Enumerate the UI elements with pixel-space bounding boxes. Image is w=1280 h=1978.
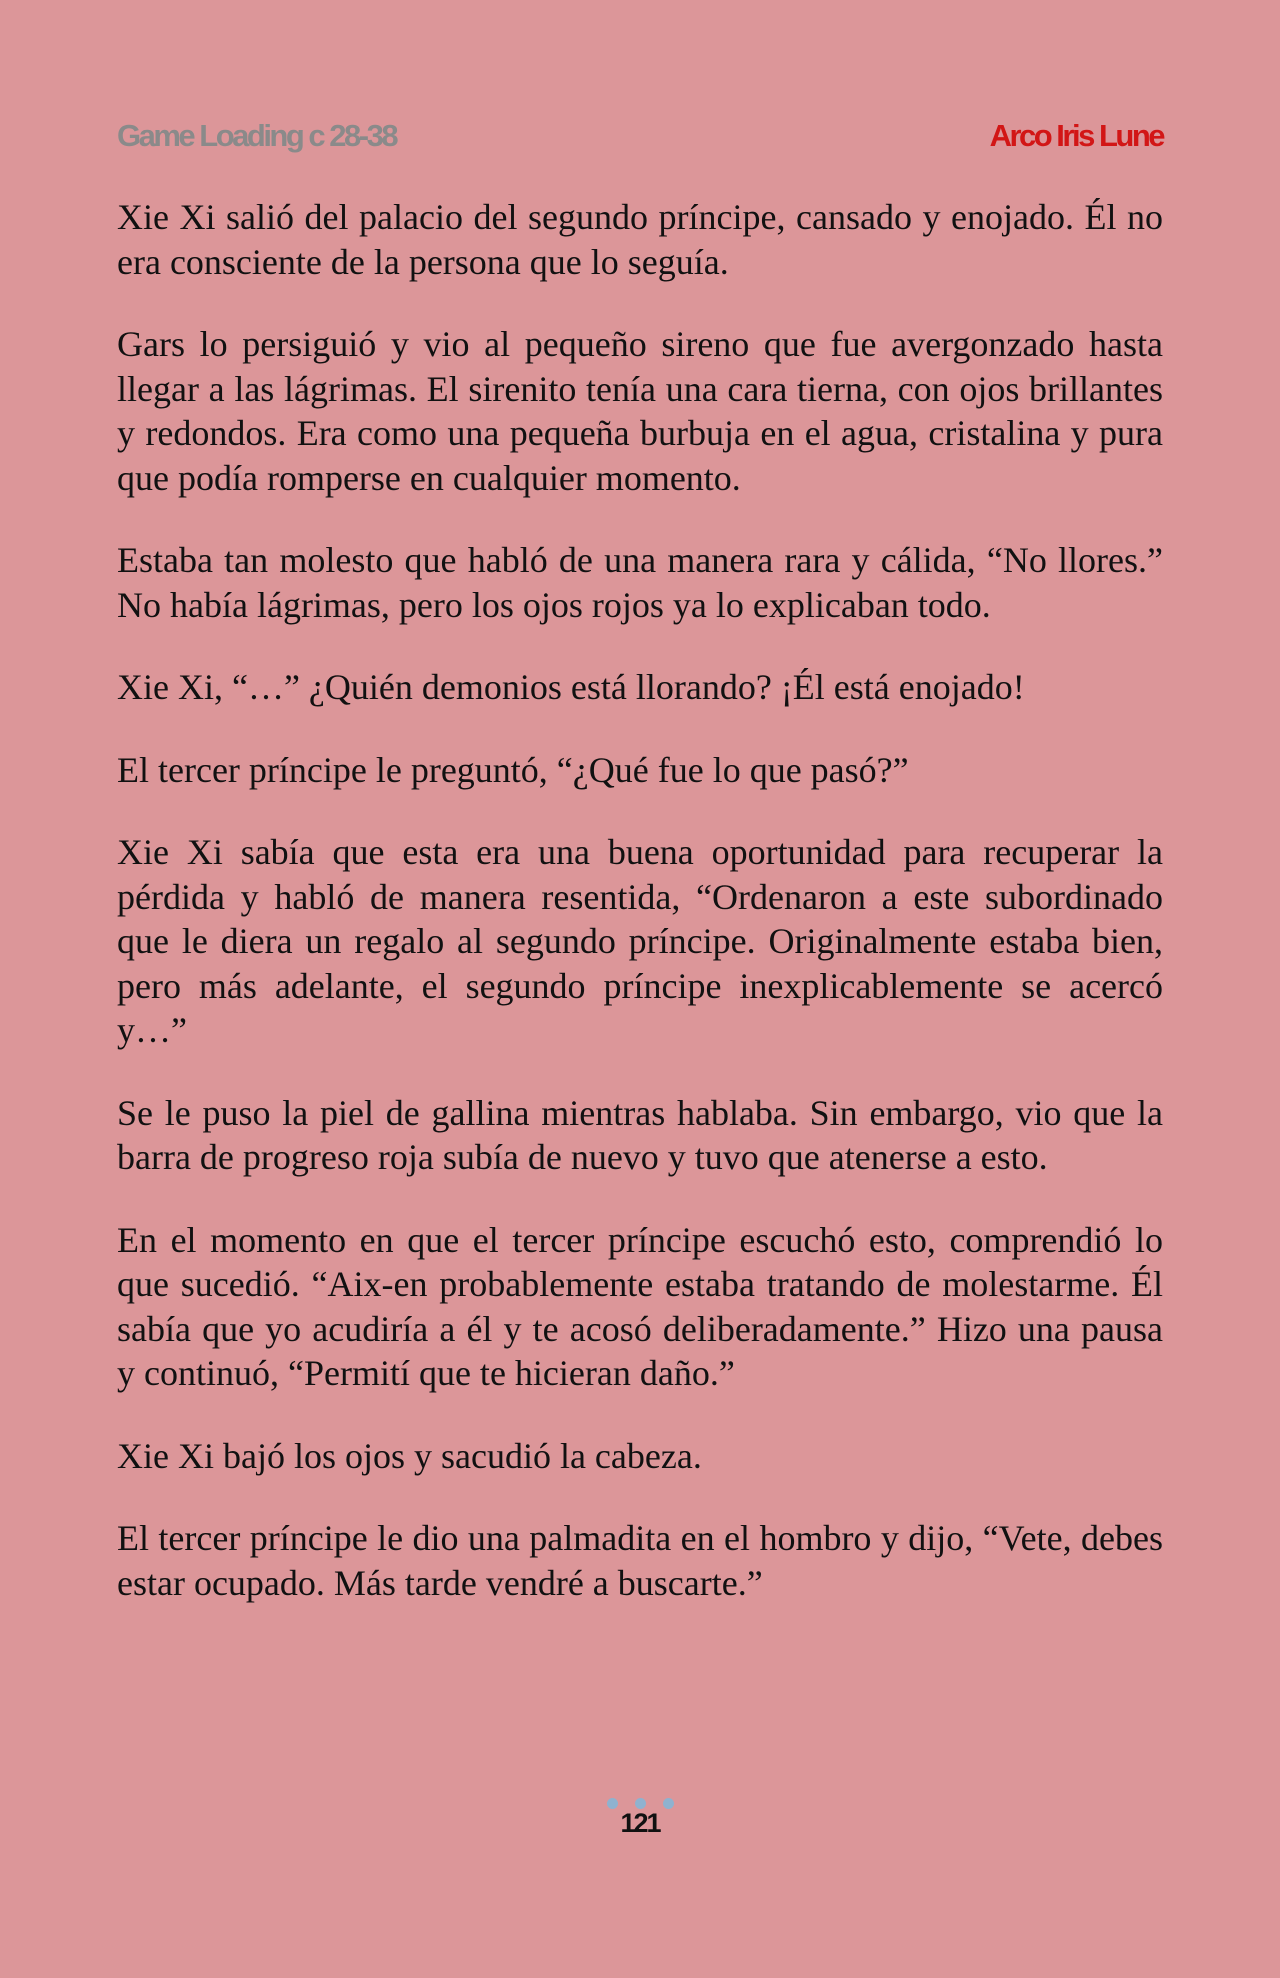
page-footer — [0, 1798, 1280, 1839]
paragraph: Xie Xi bajó los ojos y sacudió la cabeza. — [117, 1435, 702, 1476]
running-title: Game Loading c 28-38 — [117, 118, 397, 153]
author-name: Arco Iris Lune — [989, 118, 1163, 153]
dot-ornament-icon — [607, 1798, 618, 1809]
paragraph: Xie Xi, “…” ¿Quién demonios está llorando? ¡Él está enojado! — [117, 667, 1025, 707]
paragraph: El tercer príncipe le preguntó, “¿Qué fue lo que pasó?” — [117, 749, 909, 790]
paragraph: Estaba tan molesto que habló de una manera rara y cálida, “No llores.” No había lágrimas, pero los ojos rojos ya lo explicaban todo. — [117, 540, 1163, 625]
page-header — [117, 118, 1163, 164]
paragraph: El tercer príncipe le dio una palmadita en el hombro y dijo, “Vete, debes estar ocupado. Más tarde vendré a buscarte.” — [117, 1518, 1163, 1603]
paragraph: Xie Xi salió del palacio del segundo príncipe, cansado y enojado. Él no era consciente de la persona que lo seguía. — [117, 197, 1163, 282]
dot-ornament-icon — [663, 1798, 674, 1809]
paragraph: Xie Xi sabía que esta era una buena oportunidad para recuperar la pérdida y habló de manera resentida, “Ordenaron a este subordinado que le diera un regalo al segundo príncipe. Originalmente estaba bien, pero más adelante, el segundo príncipe inexplicablemente se acercó y…” — [117, 832, 1163, 1050]
paragraph: Se le puso la piel de gallina mientras hablaba. Sin embargo, vio que la barra de progreso roja subía de nuevo y tuvo que atenerse a esto. — [117, 1092, 1163, 1177]
paragraph: En el momento en que el tercer príncipe escuchó esto, comprendió lo que sucedió. “Aix-en probablemente estaba tratando de molestarme. Él sabía que yo acudiría a él y te acosó deliberadamente.” Hizo una pausa y continuó, “Permití que te hicieran daño.” — [117, 1219, 1163, 1393]
body-text — [117, 195, 1163, 1643]
paragraph: Gars lo persiguió y vio al pequeño sireno que fue avergonzado hasta llegar a las lágrimas. El sirenito tenía una cara tierna, con ojos brillantes y redondos. Era como una pequeña burbuja en el agua, cristalina y pura que podía romperse en cualquier momento. — [117, 324, 1163, 498]
page-number: 121 — [620, 1808, 660, 1838]
